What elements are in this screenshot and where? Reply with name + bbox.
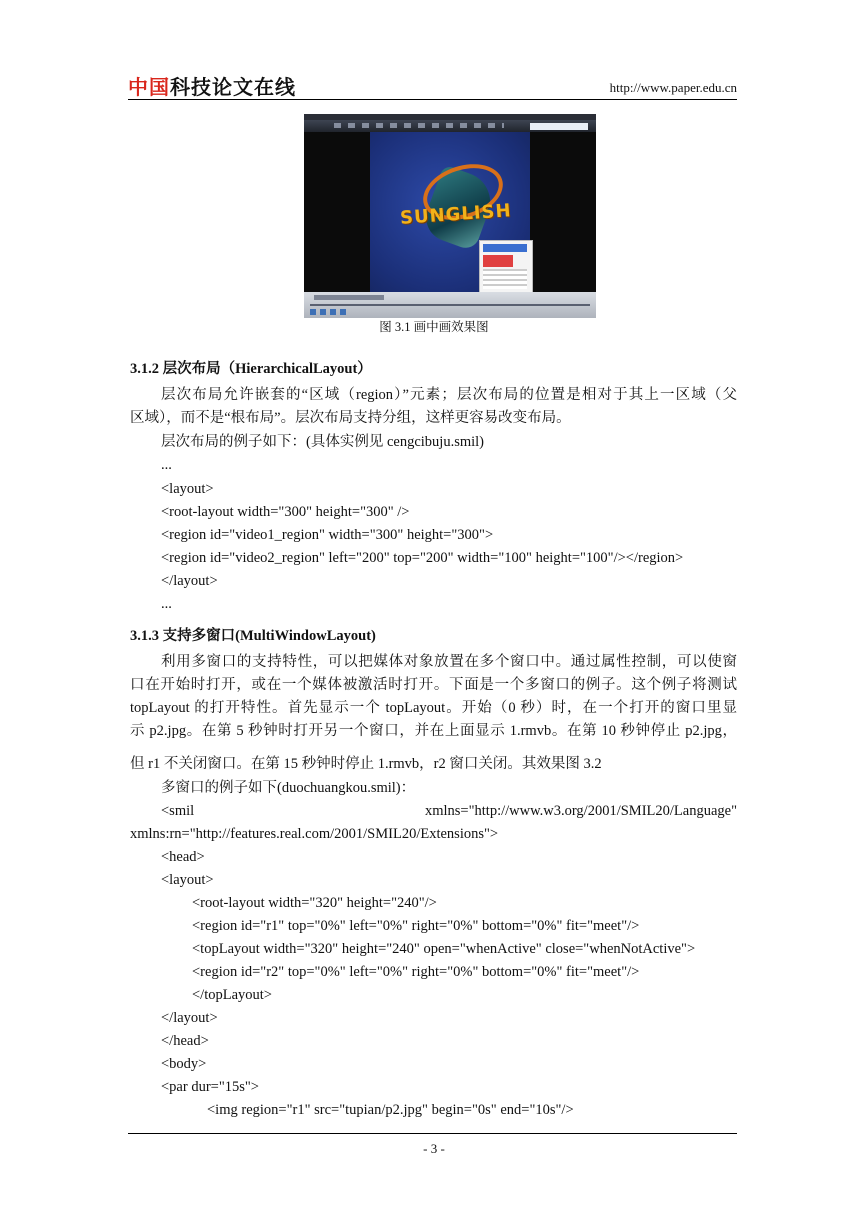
paragraph-line: topLayout 的打开特性。首先显示一个 topLayout。开始（0 秒）时，在一个打开的窗口里显 <box>130 700 737 716</box>
code-line: ... <box>161 596 172 612</box>
paragraph-line: 但 r1 不关闭窗口。在第 15 秒钟时停止 1.rmvb，r2 窗口关闭。其效果图 3.2 <box>130 756 602 772</box>
code-line: <head> <box>161 849 205 865</box>
code-line: <layout> <box>161 481 214 497</box>
pip-block <box>483 255 513 267</box>
code-line: <region id="r1" top="0%" left="0%" right="0%" bottom="0%" fit="meet"/> <box>192 918 640 934</box>
code-line: <par dur="15s"> <box>161 1079 259 1095</box>
picture-in-picture-window <box>479 240 533 294</box>
pip-text-lines <box>483 269 527 289</box>
paragraph-line: 区域），而不是“根布局”。层次布局支持分组，这样更容易改变布局。 <box>130 410 571 426</box>
code-line: <smil <box>161 803 195 819</box>
code-line: <region id="r2" top="0%" left="0%" right="0%" bottom="0%" fit="meet"/> <box>192 964 640 980</box>
video-brand-logo: SUNGLISH <box>399 200 513 229</box>
header-rule <box>128 99 737 100</box>
section-heading-3-1-3: 3.1.3 支持多窗口(MultiWindowLayout) <box>130 628 376 644</box>
figure-caption: 图 3.1 画中画效果图 <box>379 320 489 334</box>
paragraph-line: 利用多窗口的支持特性，可以把媒体对象放置在多个窗口中。通过属性控制，可以使窗 <box>161 654 737 670</box>
logo-red-text: 中国 <box>128 75 170 99</box>
code-line: <img region="r1" src="tupian/p2.jpg" begin="0s" end="10s"/> <box>207 1102 574 1118</box>
code-line: <body> <box>161 1056 207 1072</box>
paragraph-line: 示 p2.jpg。在第 5 秒钟时打开另一个窗口，并在上面显示 1.rmvb。在第 10 秒钟停止 p2.jpg， <box>130 723 737 739</box>
player-search-box <box>530 123 588 130</box>
journal-logo <box>128 74 296 100</box>
code-line: <layout> <box>161 872 214 888</box>
player-seek-bar <box>310 304 590 306</box>
paragraph-line: 层次布局允许嵌套的“区域（region）”元素；层次布局的位置是相对于其上一区域（父 <box>161 387 737 403</box>
footer-rule <box>128 1133 737 1134</box>
code-line: </topLayout> <box>192 987 272 1003</box>
code-line: <root-layout width="320" height="240"/> <box>192 895 437 911</box>
player-menubar <box>304 120 596 132</box>
code-line: </head> <box>161 1033 209 1049</box>
player-control-bar <box>304 292 596 318</box>
code-line: xmlns:rn="http://features.real.com/2001/SMIL20/Extensions"> <box>130 826 499 842</box>
code-line: </layout> <box>161 573 218 589</box>
code-line: </layout> <box>161 1010 218 1026</box>
example-intro: 层次布局的例子如下：(具体实例见 cengcibuju.smil) <box>161 434 484 450</box>
example-intro: 多窗口的例子如下(duochuangkou.smil)： <box>161 780 416 796</box>
figure-player-screenshot <box>304 114 596 318</box>
code-line: ... <box>161 457 172 473</box>
player-tabs <box>334 123 504 128</box>
page-number: - 3 - <box>423 1141 445 1156</box>
code-line: <region id="video1_region" width="300" height="300"> <box>161 527 494 543</box>
header-url: http://www.paper.edu.cn <box>609 80 737 95</box>
section-heading-3-1-2: 3.1.2 层次布局（HierarchicalLayout） <box>130 361 372 377</box>
pip-banner <box>483 244 527 252</box>
logo-black-text: 科技论文在线 <box>170 75 296 99</box>
code-line: <region id="video2_region" left="200" top="200" width="100" height="100"/></region> <box>161 550 684 566</box>
player-buttons <box>310 309 350 315</box>
code-line: <root-layout width="300" height="300" /> <box>161 504 410 520</box>
code-line: xmlns="http://www.w3.org/2001/SMIL20/Language" <box>424 803 737 819</box>
code-line: <topLayout width="320" height="240" open="whenActive" close="whenNotActive"> <box>192 941 696 957</box>
paragraph-line: 口在开始时打开，或在一个媒体被激活时打开。下面是一个多窗口的例子。这个例子将测试 <box>130 677 737 693</box>
player-info-strip <box>314 295 384 300</box>
